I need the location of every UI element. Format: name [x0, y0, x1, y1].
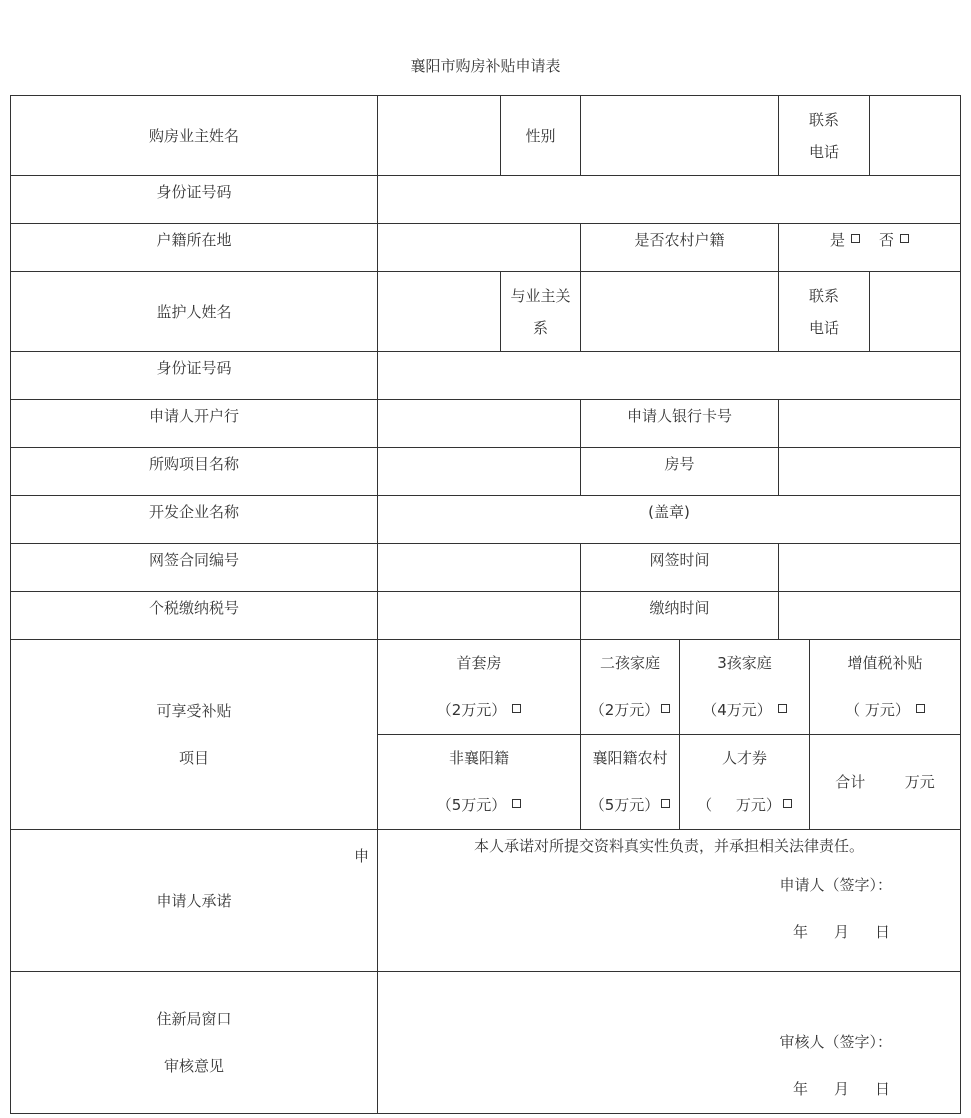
- talent-checkbox[interactable]: [783, 799, 792, 808]
- review-signature[interactable]: 审核人（签字）：: [779, 1033, 893, 1051]
- first-home-label: 首套房: [456, 654, 502, 672]
- guardian-id-field[interactable]: [378, 352, 961, 400]
- relation-label: 与业主关 系: [501, 272, 581, 352]
- guardian-name-label: 监护人姓名: [11, 272, 378, 352]
- gender-field[interactable]: [581, 96, 779, 176]
- phone-field[interactable]: [870, 96, 961, 176]
- guardian-phone-field[interactable]: [870, 272, 961, 352]
- review-date[interactable]: 年 月 日: [792, 1080, 891, 1098]
- second-child-amount: （2万元）: [589, 701, 660, 719]
- non-local-amount: （5万元）: [436, 796, 507, 814]
- vat-option: [810, 640, 961, 735]
- first-home-checkbox[interactable]: [512, 704, 521, 713]
- talent-label: 人才券: [721, 749, 767, 767]
- third-child-amount: （4万元）: [702, 701, 772, 719]
- owner-name-label: 购房业主姓名: [11, 96, 378, 176]
- vat-checkbox[interactable]: [916, 704, 925, 713]
- relation-field[interactable]: [581, 272, 779, 352]
- talent-option: [680, 735, 810, 830]
- non-local-label: 非襄阳籍: [448, 749, 509, 767]
- household-location-field[interactable]: [378, 224, 581, 272]
- vat-amount: （ 万元）: [845, 701, 910, 719]
- yes-checkbox[interactable]: [851, 234, 860, 243]
- total-unit: 万元: [904, 773, 935, 791]
- third-child-label: 3孩家庭: [717, 654, 772, 672]
- second-child-label: 二孩家庭: [599, 654, 660, 672]
- non-local-option: [378, 735, 581, 830]
- guardian-phone-label: 联系 电话: [779, 272, 870, 352]
- promise-label: 申请人承诺: [156, 891, 232, 910]
- vat-label: 增值税补贴: [847, 654, 923, 672]
- contract-no-label: 网签合同编号: [11, 544, 378, 592]
- contract-time-field[interactable]: [779, 544, 961, 592]
- project-name-field[interactable]: [378, 448, 581, 496]
- second-child-option: [581, 640, 680, 735]
- promise-date[interactable]: 年 月 日: [792, 923, 891, 941]
- contract-time-label: 网签时间: [581, 544, 779, 592]
- promise-label-cell: [11, 830, 378, 972]
- no-option-label: 否: [879, 231, 895, 249]
- developer-label: 开发企业名称: [11, 496, 378, 544]
- no-checkbox[interactable]: [900, 234, 909, 243]
- first-home-option: [378, 640, 581, 735]
- bank-field[interactable]: [378, 400, 581, 448]
- subsidy-label: 可享受补贴 项目: [11, 640, 378, 830]
- phone-label: 联系 电话: [779, 96, 870, 176]
- local-rural-checkbox[interactable]: [661, 799, 670, 808]
- guardian-name-field[interactable]: [378, 272, 501, 352]
- third-child-option: [680, 640, 810, 735]
- id-number-label: 身份证号码: [11, 176, 378, 224]
- third-child-checkbox[interactable]: [778, 704, 787, 713]
- tax-time-field[interactable]: [779, 592, 961, 640]
- local-rural-amount: （5万元）: [589, 796, 660, 814]
- promise-signature[interactable]: 申请人（签字）：: [779, 876, 893, 894]
- room-number-field[interactable]: [779, 448, 961, 496]
- review-label: 住新局窗口 审核意见: [11, 972, 378, 1114]
- tax-no-field[interactable]: [378, 592, 581, 640]
- rural-question-label: 是否农村户籍: [581, 224, 779, 272]
- card-number-label: 申请人银行卡号: [581, 400, 779, 448]
- yes-option-label: 是: [829, 231, 845, 249]
- tax-time-label: 缴纳时间: [581, 592, 779, 640]
- guardian-id-label: 身份证号码: [11, 352, 378, 400]
- developer-seal-field[interactable]: (盖章): [378, 496, 961, 544]
- rural-choice: [779, 224, 961, 272]
- bank-label: 申请人开户行: [11, 400, 378, 448]
- room-number-label: 房号: [581, 448, 779, 496]
- form-title: 襄阳市购房补贴申请表: [410, 57, 561, 75]
- household-location-label: 户籍所在地: [11, 224, 378, 272]
- talent-amount: （ 万元）: [697, 796, 781, 814]
- application-form: [10, 95, 961, 1114]
- non-local-checkbox[interactable]: [512, 799, 521, 808]
- local-rural-label: 襄阳籍农村: [592, 749, 668, 767]
- total-label: 合计: [835, 773, 866, 791]
- id-number-field[interactable]: [378, 176, 961, 224]
- review-content: [378, 972, 961, 1114]
- project-name-label: 所购项目名称: [11, 448, 378, 496]
- local-rural-option: [581, 735, 680, 830]
- owner-name-field[interactable]: [378, 96, 501, 176]
- promise-content: [378, 830, 961, 972]
- promise-text: 本人承诺对所提交资料真实性负责，并承担相关法律责任。: [474, 837, 865, 855]
- card-number-field[interactable]: [779, 400, 961, 448]
- first-home-amount: （2万元）: [436, 701, 507, 719]
- second-child-checkbox[interactable]: [661, 704, 670, 713]
- tax-no-label: 个税缴纳税号: [11, 592, 378, 640]
- total-cell: [810, 735, 961, 830]
- promise-stray-char: 申: [353, 847, 369, 865]
- contract-no-field[interactable]: [378, 544, 581, 592]
- gender-label: 性别: [501, 96, 581, 176]
